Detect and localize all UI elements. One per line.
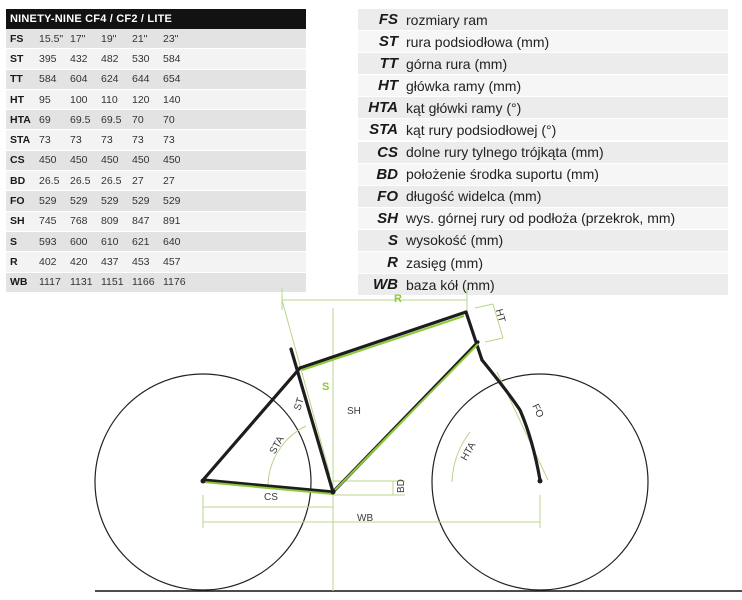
- legend-item: [358, 97, 728, 118]
- legend-item: [358, 142, 728, 163]
- legend-item: [358, 9, 728, 30]
- table-cell: 584: [39, 73, 57, 86]
- table-cell: 73: [101, 134, 113, 147]
- table-row: [6, 191, 306, 211]
- table-cell: 457: [163, 255, 181, 268]
- table-cell: 15.5": [39, 32, 64, 45]
- table-cell: 140: [163, 93, 181, 106]
- table-row: [6, 151, 306, 171]
- legend-desc: wysokość (mm): [406, 232, 504, 249]
- table-cell: 604: [70, 73, 88, 86]
- table-cell: 73: [132, 134, 144, 147]
- legend-desc: główka ramy (mm): [406, 77, 522, 94]
- row-label: S: [10, 235, 18, 248]
- row-label: BD: [10, 174, 26, 187]
- legend-desc: baza kół (mm): [406, 276, 495, 293]
- table-cell: 23": [163, 32, 179, 45]
- row-label: STA: [10, 134, 31, 147]
- table-cell: 120: [132, 93, 150, 106]
- legend-item: [358, 53, 728, 74]
- table-cell: 600: [70, 235, 88, 248]
- legend-item: [358, 164, 728, 185]
- label-wb: WB: [357, 513, 374, 524]
- label-ht: HT: [492, 307, 507, 324]
- front-axle: [538, 479, 543, 484]
- bike-geometry-diagram: [0, 276, 742, 600]
- highlight-strokes: [203, 316, 478, 494]
- legend-abbr: BD: [376, 165, 398, 183]
- table-cell: 395: [39, 52, 57, 65]
- legend: [358, 9, 728, 296]
- table-cell: 847: [132, 215, 150, 228]
- table-row: [6, 110, 306, 130]
- legend-abbr: HT: [378, 77, 398, 95]
- bottom-bracket: [331, 490, 336, 495]
- table-cell: 73: [70, 134, 82, 147]
- table-cell: 437: [101, 255, 119, 268]
- table-cell: 26.5: [39, 174, 60, 187]
- legend-desc: rura podsiodłowa (mm): [406, 33, 550, 50]
- table-cell: 70: [132, 113, 144, 126]
- table-cell: 95: [39, 93, 51, 106]
- legend-desc: długość widelca (mm): [406, 188, 542, 205]
- table-cell: 529: [39, 195, 57, 208]
- table-cell: 402: [39, 255, 57, 268]
- legend-item: [358, 31, 728, 52]
- legend-desc: położenie środka suportu (mm): [406, 166, 599, 183]
- table-cell: 891: [163, 215, 181, 228]
- table-cell: 27: [163, 174, 175, 187]
- table-row: [6, 232, 306, 252]
- geometry-table: [6, 9, 306, 293]
- legend-desc: górna rura (mm): [406, 55, 508, 72]
- row-label: WB: [10, 276, 28, 289]
- label-fo: FO: [529, 402, 546, 420]
- table-cell: 768: [70, 215, 88, 228]
- table-cell: 1151: [101, 276, 124, 289]
- table-row: [6, 49, 306, 69]
- table-cell: 17": [70, 32, 86, 45]
- table-row: [6, 130, 306, 150]
- table-cell: 450: [70, 154, 88, 167]
- table-cell: 529: [132, 195, 150, 208]
- legend-desc: wys. górnej rury od podłoża (przekrok, mm): [406, 210, 676, 227]
- legend-abbr: FS: [378, 11, 398, 28]
- table-cell: 450: [132, 154, 150, 167]
- label-sh: SH: [347, 406, 361, 417]
- table-row: [6, 252, 306, 272]
- legend-abbr: STA: [369, 121, 398, 139]
- row-label: HTA: [10, 113, 31, 126]
- legend-abbr: R: [387, 254, 398, 272]
- table-cell: 640: [163, 235, 181, 248]
- table-cell: 19": [101, 32, 117, 45]
- label-st: ST: [292, 396, 307, 412]
- table-cell: 1176: [163, 276, 186, 289]
- table-row: [6, 171, 306, 191]
- table-cell: 529: [70, 195, 88, 208]
- table-row: [6, 29, 306, 49]
- legend-item: [358, 208, 728, 229]
- table-cell: 610: [101, 235, 119, 248]
- legend-abbr: FO: [377, 187, 398, 205]
- legend-item: [358, 75, 728, 96]
- table-cell: 584: [163, 52, 181, 65]
- table-cell: 73: [163, 134, 175, 147]
- table-cell: 809: [101, 215, 119, 228]
- legend-item: [358, 119, 728, 140]
- table-cell: 100: [70, 93, 88, 106]
- legend-desc: zasięg (mm): [406, 254, 484, 271]
- legend-abbr: HTA: [368, 99, 398, 117]
- row-label: CS: [10, 154, 25, 167]
- legend-desc: dolne rury tylnego trójkąta (mm): [406, 144, 604, 161]
- row-label: HT: [10, 93, 24, 106]
- table-cell: 1117: [39, 276, 61, 289]
- legend-item: [358, 252, 728, 273]
- table-cell: 745: [39, 215, 57, 228]
- table-cell: 26.5: [70, 174, 91, 187]
- dimension-guides: [203, 288, 548, 591]
- table-cell: 110: [101, 93, 118, 106]
- label-r: R: [394, 293, 402, 305]
- table-cell: 450: [163, 154, 181, 167]
- table-cell: 624: [101, 73, 119, 86]
- table-cell: 530: [132, 52, 150, 65]
- table-row: [6, 212, 306, 232]
- table-cell: 654: [163, 73, 181, 86]
- row-label: R: [10, 255, 18, 268]
- legend-abbr: CS: [377, 143, 398, 161]
- table-cell: 1166: [132, 276, 155, 289]
- legend-abbr: WB: [373, 276, 398, 294]
- table-cell: 450: [101, 154, 119, 167]
- table-cell: 21": [132, 32, 148, 45]
- table-cell: 69.5: [70, 113, 91, 126]
- table-cell: 27: [132, 174, 144, 187]
- table-cell: 73: [39, 134, 51, 147]
- table-cell: 644: [132, 73, 150, 86]
- table-body: [6, 29, 306, 293]
- row-label: TT: [10, 73, 23, 86]
- legend-desc: kąt główki ramy (°): [406, 99, 522, 116]
- table-row: [6, 90, 306, 110]
- legend-desc: rozmiary ram: [406, 11, 488, 28]
- legend-abbr: TT: [379, 55, 398, 73]
- legend-abbr: ST: [378, 33, 398, 51]
- row-label: FS: [10, 32, 24, 45]
- legend-item: [358, 230, 728, 251]
- table-row: [6, 70, 306, 90]
- bike-frame: [203, 312, 540, 492]
- legend-desc: kąt rury podsiodłowej (°): [406, 121, 557, 138]
- label-bd: BD: [396, 479, 407, 493]
- table-cell: 70: [163, 113, 175, 126]
- table-cell: 69.5: [101, 113, 122, 126]
- table-title: NINETY-NINE CF4 / CF2 / LITE: [6, 9, 306, 29]
- table-cell: 529: [163, 195, 181, 208]
- table-cell: 432: [70, 52, 88, 65]
- legend-abbr: SH: [377, 209, 398, 227]
- table-cell: 450: [39, 154, 57, 167]
- row-label: ST: [10, 52, 24, 65]
- legend-abbr: S: [387, 231, 398, 249]
- table-cell: 1131: [70, 276, 93, 289]
- legend-item: [358, 186, 728, 207]
- table-cell: 593: [39, 235, 57, 248]
- label-sta: STA: [267, 434, 287, 457]
- table-cell: 482: [101, 52, 119, 65]
- row-label: FO: [10, 195, 25, 208]
- table-cell: 529: [101, 195, 119, 208]
- table-cell: 453: [132, 255, 150, 268]
- table-cell: 69: [39, 113, 51, 126]
- table-cell: 26.5: [101, 174, 122, 187]
- rear-axle: [201, 479, 206, 484]
- table-cell: 621: [132, 235, 150, 248]
- table-cell: 420: [70, 255, 88, 268]
- label-s: S: [322, 381, 330, 393]
- label-hta: HTA: [459, 440, 479, 463]
- label-cs: CS: [264, 492, 278, 503]
- row-label: SH: [10, 215, 25, 228]
